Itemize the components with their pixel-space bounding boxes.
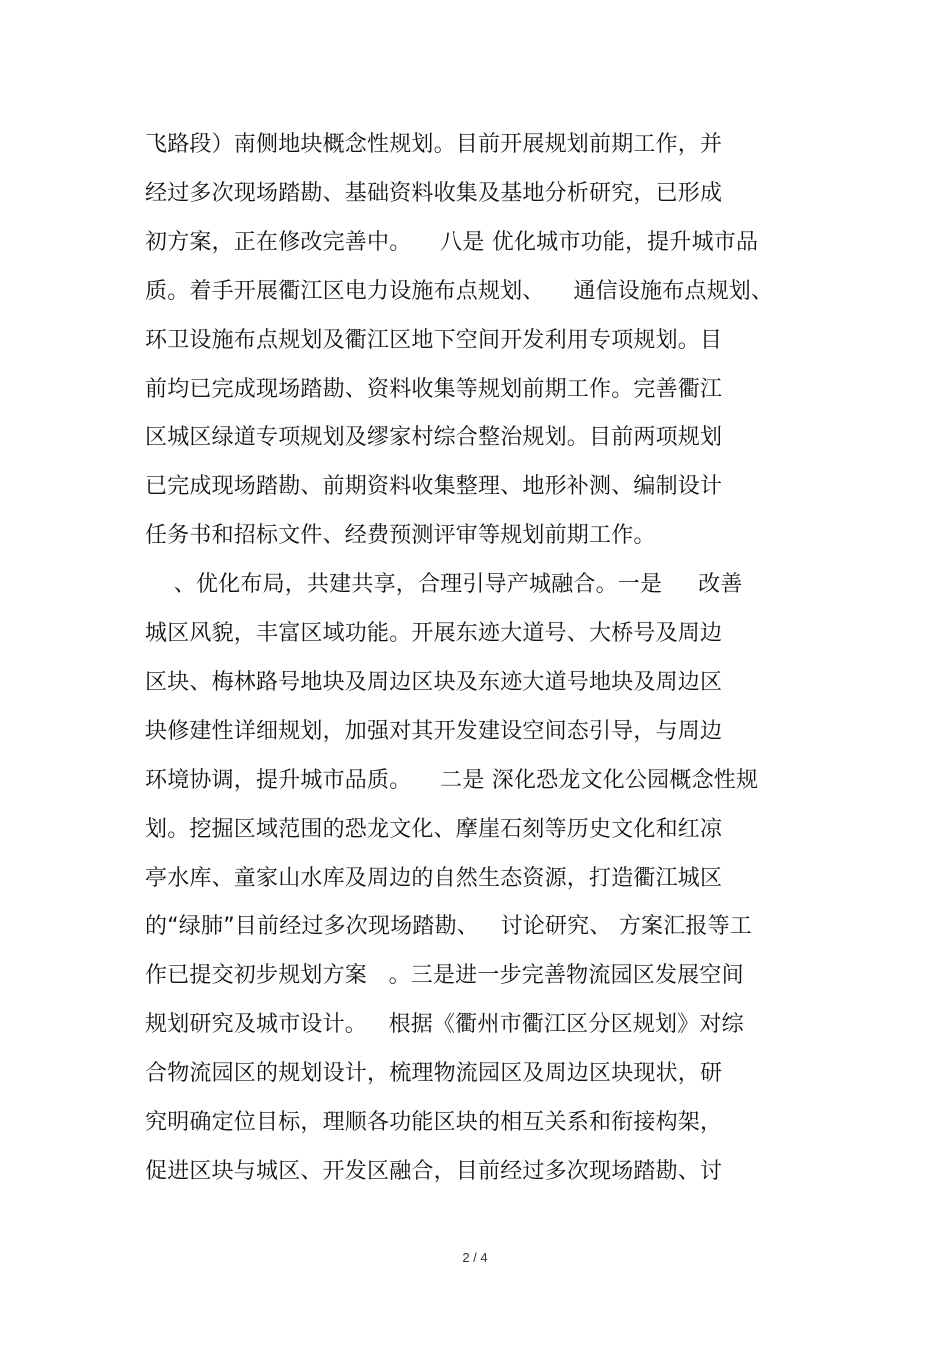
text-line: 已完成现场踏勘、前期资料收集整理、地形补测、编制设计 bbox=[145, 474, 723, 499]
text-line: 块修建性详细规划，加强对其开发建设空间态引导，与周边 bbox=[145, 719, 723, 744]
text-line: 初方案，正在修改完善中。 八是 优化城市功能，提升城市品 bbox=[145, 230, 759, 255]
text-line: 环境协调，提升城市品质。 二是 深化恐龙文化公园概念性规 bbox=[145, 768, 759, 793]
text-line: 促进区块与城区、开发区融合，目前经过多次现场踏勘、讨 bbox=[145, 1159, 723, 1184]
text-line: 规划研究及城市设计。 根据《衢州市衢江区分区规划》对综 bbox=[145, 1012, 744, 1037]
text-line: 的“绿肺”目前经过多次现场踏勘、 讨论研究、 方案汇报等工 bbox=[145, 914, 752, 939]
text-line: 划。挖掘区域范围的恐龙文化、摩崖石刻等历史文化和红凉 bbox=[145, 817, 723, 842]
text-line: 经过多次现场踏勘、基础资料收集及基地分析研究，已形成 bbox=[145, 181, 723, 206]
text-line: 质。着手开展衢江区电力设施布点规划、 通信设施布点规划、 bbox=[145, 279, 774, 304]
text-line: 飞路段）南侧地块概念性规划。目前开展规划前期工作，并 bbox=[145, 132, 723, 157]
text-line: 作已提交初步规划方案 。三是进一步完善物流园区发展空间 bbox=[145, 963, 744, 988]
text-line: 前均已完成现场踏勘、资料收集等规划前期工作。完善衢江 bbox=[145, 377, 723, 402]
page-number: 2 / 4 bbox=[462, 1250, 488, 1265]
text-line: 城区风貌，丰富区域功能。开展东迹大道号、大桥号及周边 bbox=[145, 621, 723, 646]
text-line: 区块、梅林路号地块及周边区块及东迹大道号地块及周边区 bbox=[145, 670, 723, 695]
text-line: 合物流园区的规划设计，梳理物流园区及周边区块现状，研 bbox=[145, 1061, 723, 1086]
text-line: 究明确定位目标，理顺各功能区块的相互关系和衔接构架， bbox=[145, 1110, 723, 1135]
text-line: 亭水库、童家山水库及周边的自然生态资源，打造衢江城区 bbox=[145, 866, 723, 891]
text-line: 区城区绿道专项规划及缪家村综合整治规划。目前两项规划 bbox=[145, 425, 723, 450]
text-line: 任务书和招标文件、经费预测评审等规划前期工作。 bbox=[145, 523, 656, 548]
text-line: 、优化布局，共建共享，合理引导产城融合。一是 改善 bbox=[145, 572, 743, 597]
text-line: 环卫设施布点规划及衢江区地下空间开发利用专项规划。目 bbox=[145, 328, 723, 353]
